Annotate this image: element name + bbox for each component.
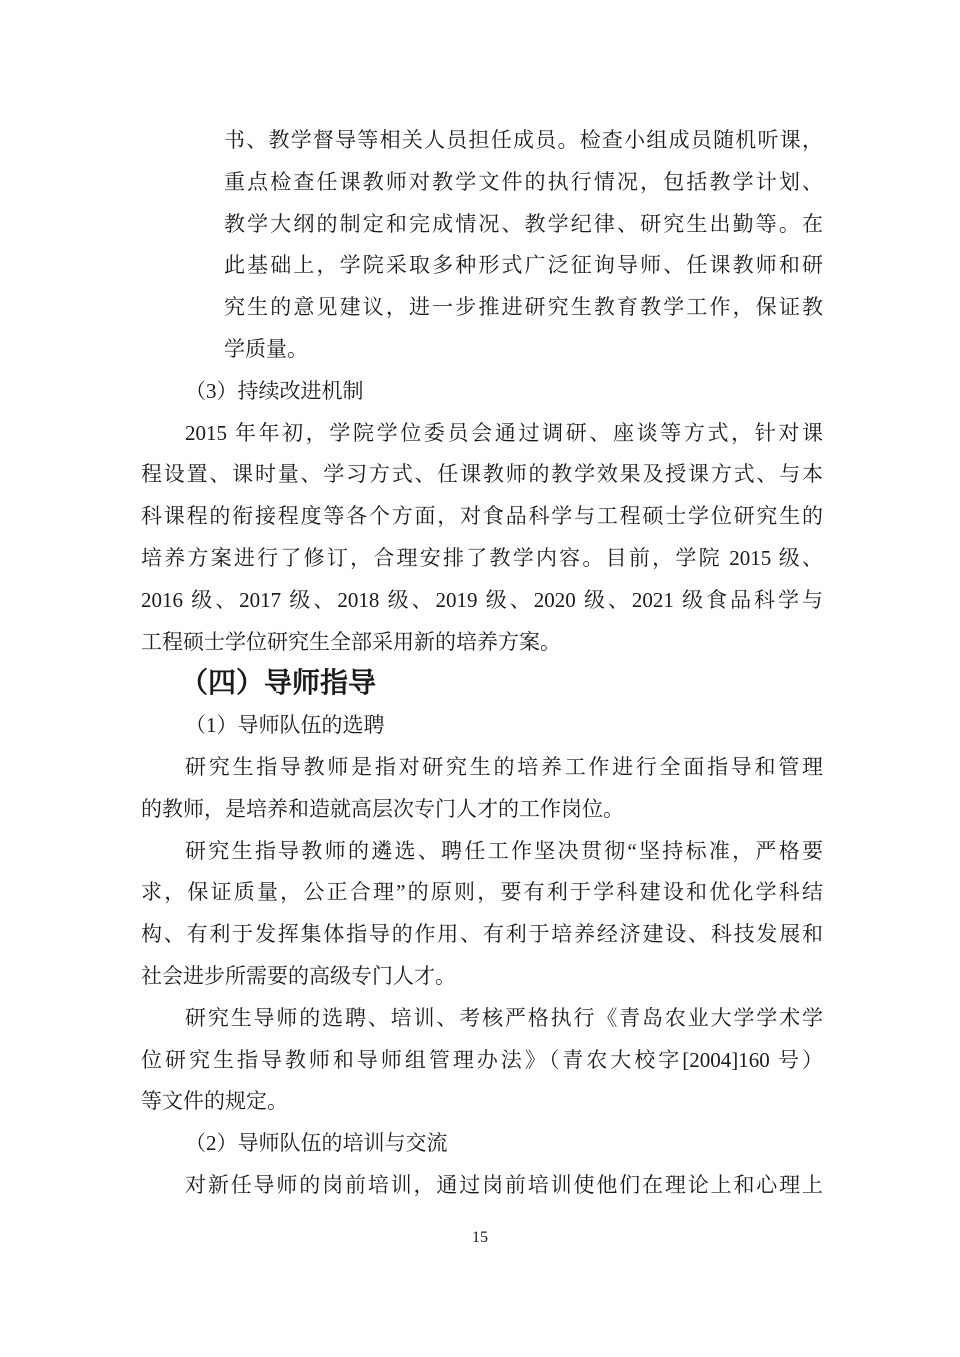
text-line: （2）导师队伍的培训与交流 (185, 1131, 448, 1156)
text-line: 研究生指导教师的遴选、聘任工作坚决贯彻“坚持标准，严格要 (185, 838, 823, 863)
text-line: 位研究生指导教师和导师组管理办法》（青农大校字[2004]160 号） (141, 1047, 823, 1072)
text-line: 研究生指导教师是指对研究生的培养工作进行全面指导和管理 (185, 754, 823, 779)
text-line: 研究生导师的选聘、培训、考核严格执行《青岛农业大学学术学 (185, 1005, 823, 1030)
text-line: 科课程的衔接程度等各个方面，对食品科学与工程硕士学位研究生的 (141, 504, 823, 529)
paragraph-supervisor-selection-principles (141, 831, 823, 998)
paragraph-training-plan-revision (141, 413, 823, 664)
item-2-mentor-training-exchange (141, 1123, 823, 1165)
text-line: 构、有利于发挥集体指导的作用、有利于培养经济建设、科技发展和 (141, 922, 823, 947)
text-line: 对新任导师的岗前培训，通过岗前培训使他们在理论上和心理上 (185, 1172, 823, 1197)
list-continuation-paragraph (224, 120, 823, 371)
page-body-text (141, 120, 823, 1207)
text-line: 工程硕士学位研究生全部采用新的培养方案。 (141, 629, 561, 654)
section-heading-mentor-guidance (141, 663, 823, 705)
text-line: 的教师，是培养和造就高层次专门人才的工作岗位。 (141, 796, 624, 821)
text-line: 究生的意见建议，进一步推进研究生教育教学工作，保证教 (224, 295, 823, 320)
text-line: 等文件的规定。 (141, 1089, 288, 1114)
page-number: 15 (472, 1229, 488, 1246)
text-line: 程设置、课时量、学习方式、任课教师的教学效果及授课方式、与本 (141, 462, 823, 487)
text-line: 书、教学督导等相关人员担任成员。检查小组成员随机听课， (224, 128, 823, 152)
text-line: 求，保证质量，公正合理”的原则，要有利于学科建设和优化学科结 (141, 880, 823, 905)
paragraph-new-supervisor-training (141, 1165, 823, 1207)
text-line: 2015 年年初，学院学位委员会通过调研、座谈等方式，针对课 (185, 420, 823, 445)
text-line: （1）导师队伍的选聘 (185, 713, 385, 738)
paragraph-supervisor-definition (141, 747, 823, 831)
text-line: （四）导师指导 (180, 668, 377, 700)
text-line: 社会进步所需要的高级专门人才。 (141, 963, 456, 988)
text-line: 教学大纲的制定和完成情况、教学纪律、研究生出勤等。在 (224, 211, 823, 236)
text-line: 2016 级、2017 级、2018 级、2019 级、2020 级、2021 级食品科学与 (141, 587, 823, 612)
item-3-continuous-improvement (141, 371, 823, 413)
paragraph-supervisor-regulations (141, 998, 823, 1123)
text-line: 重点检查任课教师对教学文件的执行情况，包括教学计划、 (224, 169, 823, 194)
text-line: 培养方案进行了修订，合理安排了教学内容。目前，学院 2015 级、 (141, 545, 823, 570)
text-line: 学质量。 (224, 336, 308, 361)
item-1-mentor-team-selection (141, 705, 823, 747)
text-line: 此基础上，学院采取多种形式广泛征询导师、任课教师和研 (224, 253, 823, 278)
text-line: （3）持续改进机制 (185, 378, 364, 403)
